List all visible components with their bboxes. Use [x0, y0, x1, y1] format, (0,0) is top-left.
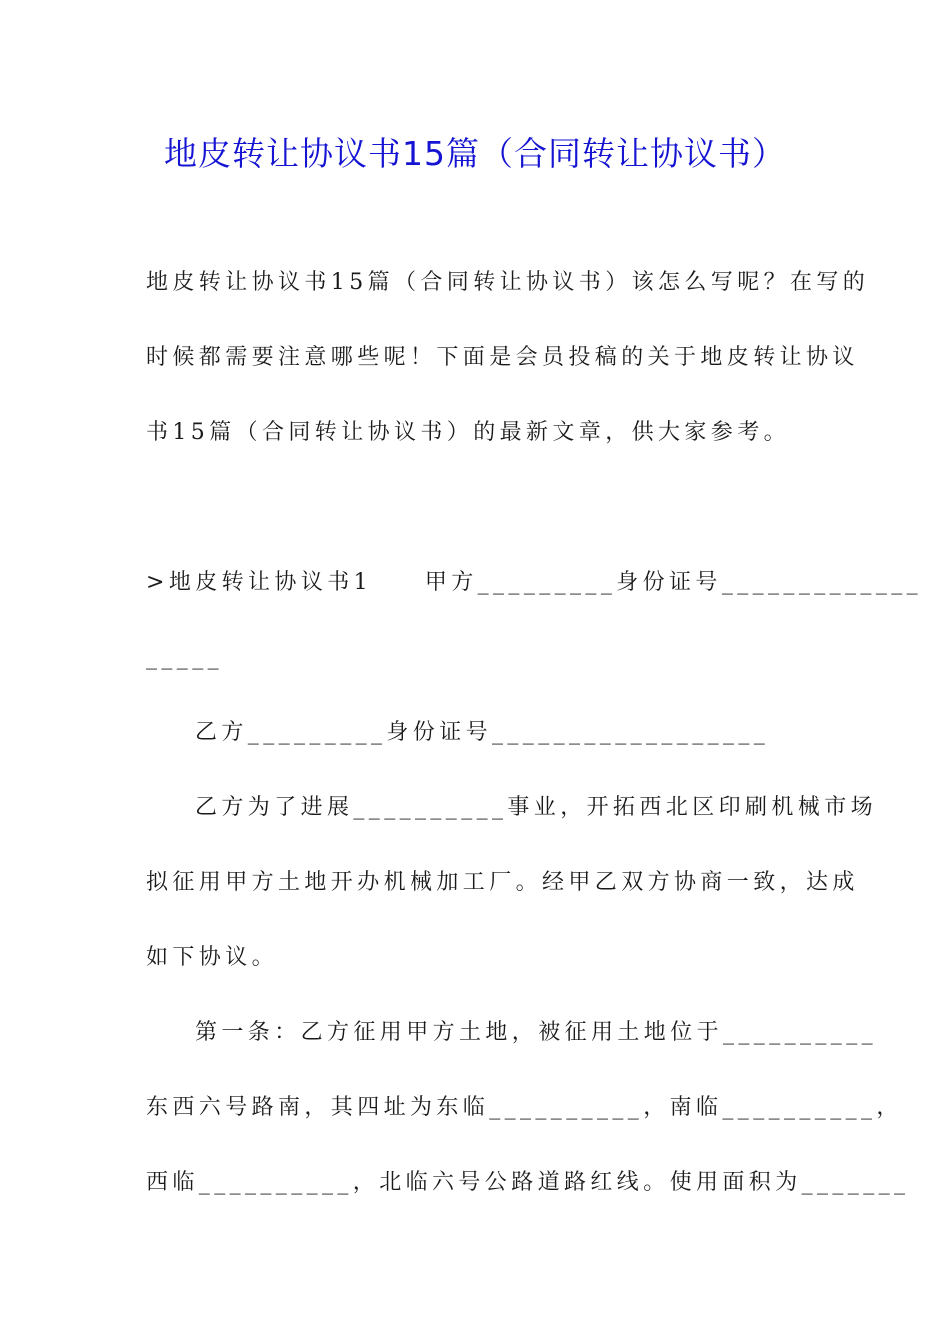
- article-1-line-2: 东西六号路南，其四址为东临__________，南临__________，: [146, 1095, 903, 1120]
- article-1-line-3: 西临__________，北临六号公路道路红线。使用面积为_______: [146, 1170, 910, 1195]
- paragraph-1-line-3: 如下协议。: [146, 945, 279, 970]
- document-title: 地皮转让协议书15篇（合同转让协议书）: [164, 134, 786, 173]
- intro-line-2: 时候都需要注意哪些呢！下面是会员投稿的关于地皮转让协议: [146, 345, 859, 370]
- paragraph-1-line-1: 乙方为了进展__________事业，开拓西北区印刷机械市场: [195, 795, 878, 820]
- intro-line-1: 地皮转让协议书15篇（合同转让协议书）该怎么写呢？在写的: [146, 270, 870, 295]
- article-1-line-1: 第一条：乙方征用甲方土地，被征用土地位于__________: [195, 1020, 878, 1045]
- intro-line-3: 书15篇（合同转让协议书）的最新文章，供大家参考。: [146, 420, 790, 445]
- agreement-heading-line: >地皮转让协议书1 甲方_________身份证号_____________: [146, 570, 923, 595]
- party-b-line: 乙方_________身份证号__________________: [195, 720, 770, 745]
- paragraph-1-line-2: 拟征用甲方土地开办机械加工厂。经甲乙双方协商一致，达成: [146, 870, 859, 895]
- agreement-blank-continuation: _____: [146, 645, 223, 670]
